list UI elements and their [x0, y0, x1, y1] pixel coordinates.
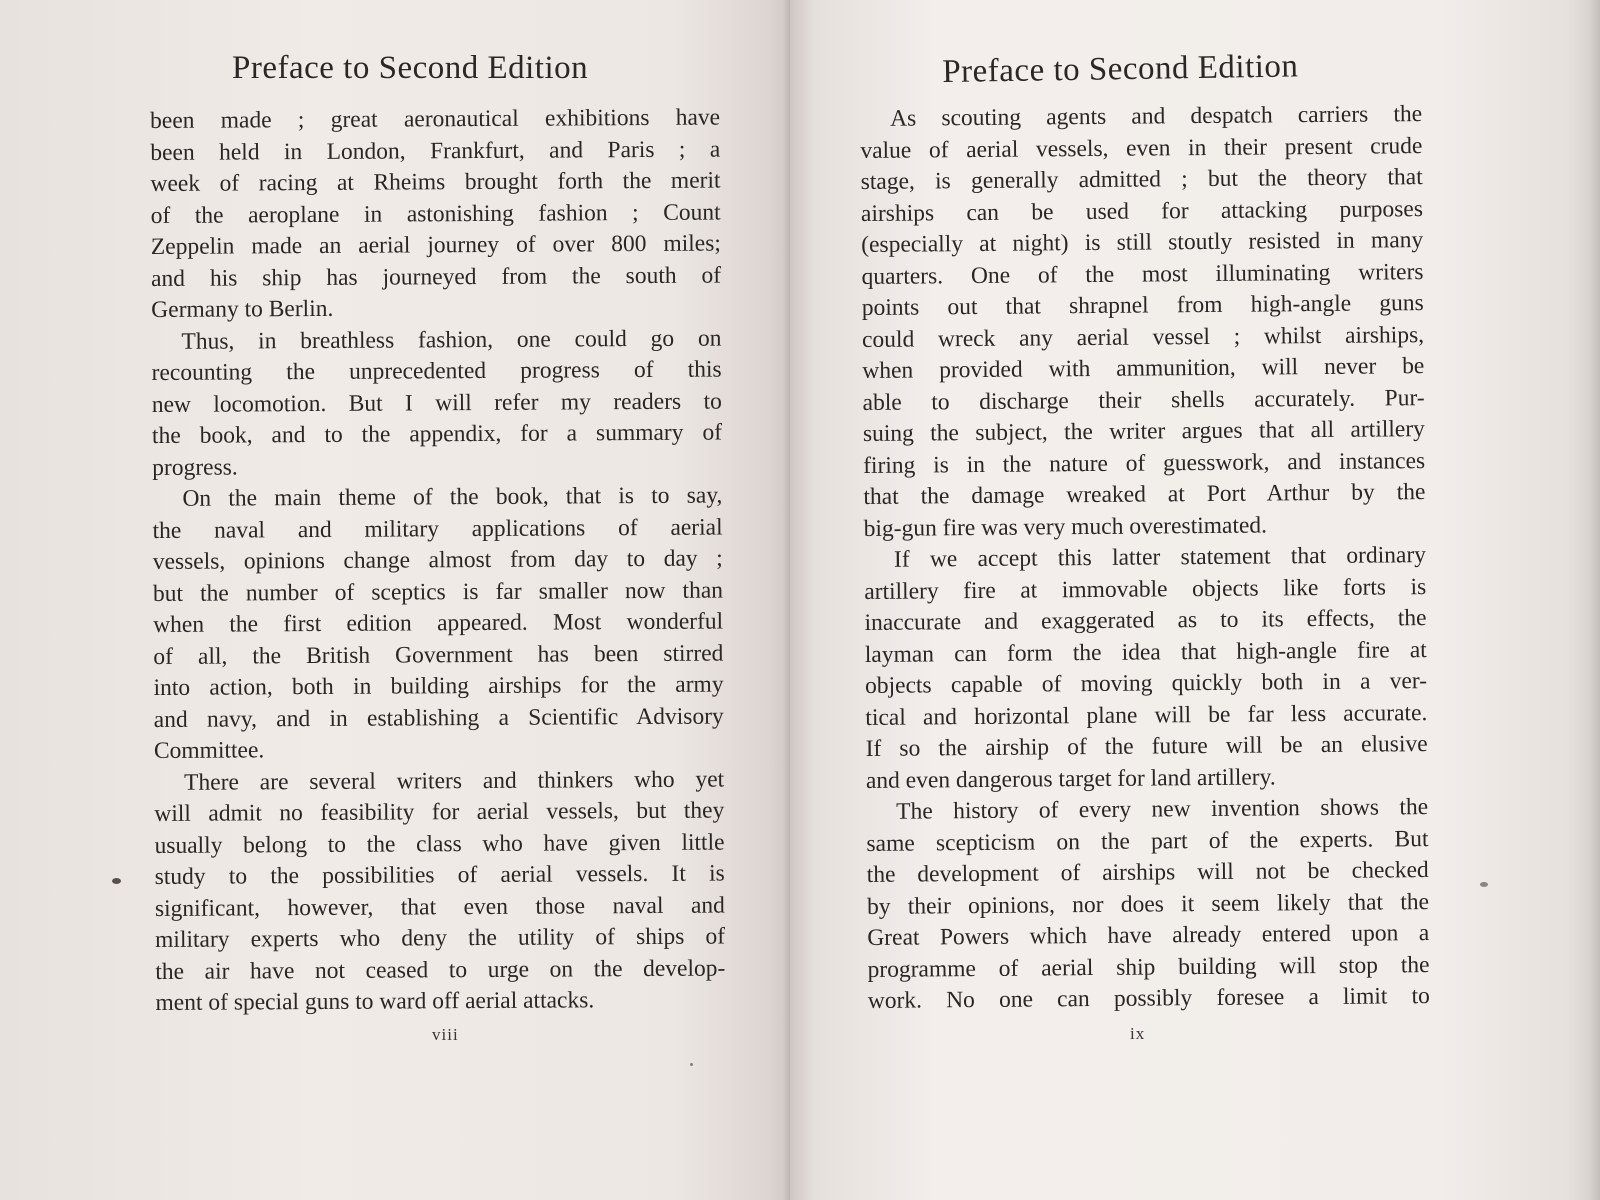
text-line: Great Powers which have already entered upon a: [867, 920, 1430, 951]
text-line: inaccurate and exaggerated as to its effects, the: [864, 605, 1427, 636]
text-line: Germany to Berlin.: [151, 295, 334, 323]
left-text-block: [150, 103, 726, 1020]
text-line: points out that shrapnel from high-angle guns: [861, 290, 1424, 321]
text-line: If we accept this latter statement that ordinary: [893, 542, 1427, 573]
text-line: On the main theme of the book, that is to say,: [182, 482, 723, 512]
text-line: into action, both in building airships for the army: [153, 671, 724, 701]
text-line: tical and horizontal plane will be far less accurate.: [865, 699, 1428, 731]
text-line: will admit no feasibility for aerial vessels, but they: [154, 797, 725, 827]
text-line: of the aeroplane in astonishing fashion ; Count: [150, 199, 721, 229]
text-line: and his ship has journeyed from the south of: [150, 262, 722, 292]
text-line: could wreck any aerial vessel ; whilst airships,: [861, 321, 1425, 353]
text-line: been held in London, Frankfurt, and Paris ; a: [150, 136, 721, 166]
right-running-head: Preface to Second Edition: [942, 48, 1299, 90]
text-line: artillery fire at immovable objects like forts is: [864, 573, 1427, 605]
text-line: Committee.: [153, 737, 265, 764]
text-line: As scouting agents and despatch carriers the: [890, 101, 1423, 132]
page-edge: [1590, 0, 1600, 1200]
text-line: the naval and military applications of aerial: [152, 514, 723, 544]
text-line: objects capable of moving quickly both in a ver-: [864, 668, 1428, 699]
left-running-head: Preface to Second Edition: [232, 50, 589, 86]
ink-speck: [112, 878, 121, 884]
text-line: There are several writers and thinkers who yet: [184, 766, 725, 796]
text-line: Zeppelin made an aerial journey of over 800 miles;: [150, 230, 721, 260]
text-line: (especially at night) is still stoutly resisted in many: [861, 227, 1424, 258]
text-line: work. No one can possibly foresee a limit to: [867, 983, 1430, 1014]
text-line: significant, however, that even those naval and: [154, 892, 725, 922]
right-page: [790, 0, 1600, 1200]
text-line: If so the airship of the future will be an elusive: [865, 731, 1428, 762]
text-line: when the first edition appeared. Most wonderful: [153, 608, 724, 638]
text-line: suing the subject, the writer argues that all artillery: [862, 416, 1425, 447]
text-line: when provided with ammunition, will never be: [862, 353, 1425, 384]
text-line: the development of airships will not be checked: [866, 857, 1429, 888]
text-line: and navy, and in establishing a Scientific Advisory: [153, 703, 724, 733]
text-line: by their opinions, nor does it seem likely that the: [866, 888, 1430, 920]
text-line: usually belong to the class who have given little: [154, 829, 725, 859]
text-line: value of aerial vessels, even in their present crude: [860, 132, 1423, 164]
text-line: been made ; great aeronautical exhibitions have: [150, 104, 721, 134]
right-page-number: ix: [1130, 1024, 1146, 1043]
text-line: and even dangerous target for land artillery.: [865, 763, 1276, 794]
text-line: that the damage wreaked at Port Arthur by the: [863, 479, 1426, 510]
text-line: ment of special guns to ward off aerial attacks.: [155, 987, 595, 1016]
right-text-block: [860, 99, 1430, 1017]
text-line: The history of every new invention shows the: [896, 794, 1429, 825]
text-line: but the number of sceptics is far smaller now than: [152, 577, 724, 607]
text-line: airships can be used for attacking purposes: [860, 195, 1424, 227]
text-line: big-gun fire was very much overestimated.: [863, 511, 1268, 542]
text-line: military experts who deny the utility of ships of: [155, 923, 726, 953]
text-line: vessels, opinions change almost from day to day ;: [152, 545, 723, 575]
text-line: week of racing at Rheims brought forth the merit: [150, 167, 721, 197]
text-line: new locomotion. But I will refer my readers to: [151, 388, 722, 418]
text-line: stage, is generally admitted ; but the theory that: [860, 164, 1423, 195]
text-line: firing is in the nature of guesswork, and instances: [863, 447, 1426, 479]
text-line: Thus, in breathless fashion, one could go on: [181, 325, 722, 355]
text-line: the book, and to the appendix, for a summary of: [151, 419, 723, 449]
text-line: study to the possibilities of aerial vessels. It is: [154, 860, 725, 890]
left-page-number: viii: [432, 1025, 459, 1044]
text-line: layman can form the idea that high-angle fire at: [864, 636, 1427, 668]
left-page: [0, 0, 790, 1200]
text-line: recounting the unprecedented progress of this: [151, 356, 722, 386]
text-line: quarters. One of the most illuminating writers: [861, 258, 1424, 290]
text-line: the air have not ceased to urge on the develop-: [155, 955, 726, 985]
text-line: same scepticism on the part of the experts. But: [866, 825, 1429, 857]
ink-speck: [690, 1063, 693, 1066]
text-line: progress.: [152, 453, 238, 481]
text-line: of all, the British Government has been stirred: [153, 640, 724, 670]
text-line: able to discharge their shells accurately. Pur-: [862, 384, 1425, 416]
ink-speck: [1480, 882, 1488, 887]
text-line: programme of aerial ship building will stop the: [867, 951, 1430, 983]
